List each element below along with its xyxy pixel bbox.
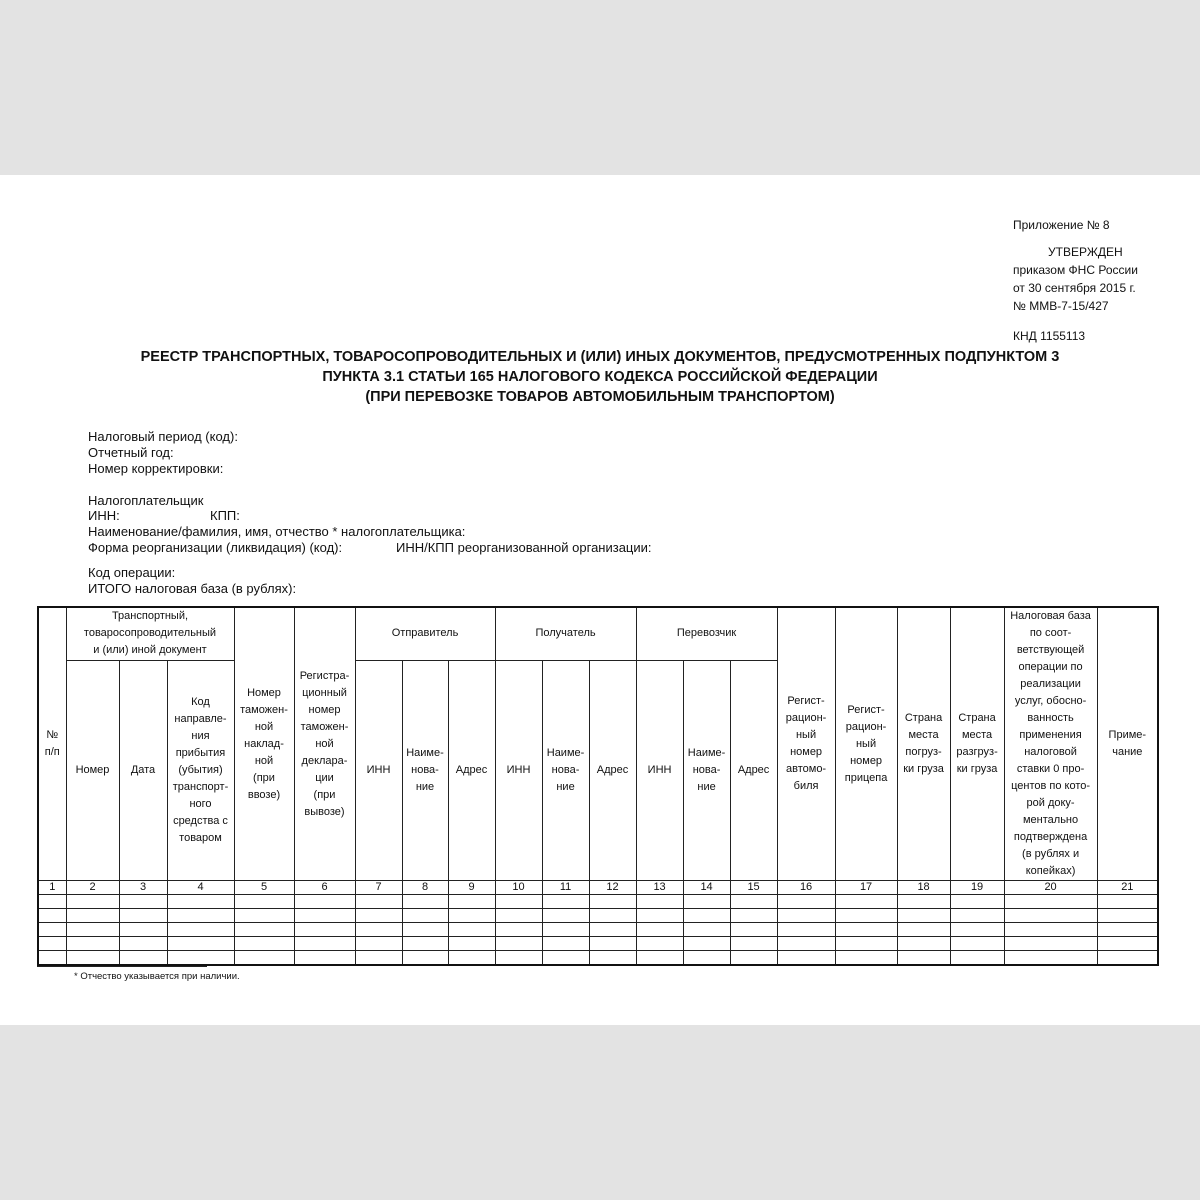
column-number: 8 xyxy=(402,881,448,895)
column-number: 15 xyxy=(730,881,777,895)
table-row xyxy=(38,951,1158,966)
column-number: 2 xyxy=(66,881,119,895)
column-number: 11 xyxy=(542,881,589,895)
taxpayer-name-label: Наименование/фамилия, имя, отчество * налогоплательщика: xyxy=(88,524,466,539)
order-line-2: от 30 сентября 2015 г. xyxy=(1013,281,1136,295)
column-number: 21 xyxy=(1097,881,1158,895)
column-number: 10 xyxy=(495,881,542,895)
carrier-inn-header: ИНН xyxy=(636,660,683,880)
column-number: 17 xyxy=(835,881,897,895)
approved-stamp: УТВЕРЖДЕН xyxy=(1048,245,1123,259)
tax-period-label: Налоговый период (код): xyxy=(88,429,238,444)
receiver-inn-header: ИНН xyxy=(495,660,542,880)
taxpayer-label: Налогоплательщик xyxy=(88,493,204,508)
receiver-group-header: Получатель xyxy=(495,607,636,660)
column-number: 16 xyxy=(777,881,835,895)
customs-invoice-number-header: Номер таможен- ной наклад- ной (при ввозе) xyxy=(234,607,294,881)
order-line-3: № ММВ-7-15/427 xyxy=(1013,299,1109,313)
column-number: 7 xyxy=(355,881,402,895)
document-number-header: Номер xyxy=(66,660,119,880)
total-tax-base-label: ИТОГО налоговая база (в рублях): xyxy=(88,581,297,596)
column-number: 19 xyxy=(950,881,1004,895)
note-header: Приме- чание xyxy=(1097,607,1158,881)
column-number: 12 xyxy=(589,881,636,895)
order-line-1: приказом ФНС России xyxy=(1013,263,1138,277)
title-line-1: РЕЕСТР ТРАНСПОРТНЫХ, ТОВАРОСОПРОВОДИТЕЛЬНЫХ И (ИЛИ) ИНЫХ ДОКУМЕНТОВ, ПРЕДУСМОТРЕННЫХ ПОДПУНКТОМ 3 xyxy=(140,349,1060,365)
column-number: 3 xyxy=(119,881,167,895)
column-number: 13 xyxy=(636,881,683,895)
document-title xyxy=(90,347,1110,407)
tax-base-header: Налоговая база по соот- ветствующей операции по реализации услуг, обосно- ванность применения налоговой ставки 0 про- центов по кото- рой доку- ментально подтверждена (в рублях и копейках) xyxy=(1004,607,1097,881)
carrier-name-header: Наиме- нова- ние xyxy=(683,660,730,880)
col-row-number-header: № п/п xyxy=(38,607,66,881)
correction-number-label: Номер корректировки: xyxy=(88,461,224,476)
carrier-address-header: Адрес xyxy=(730,660,777,880)
direction-code-header: Код направле- ния прибытия (убытия) транспорт- ного средства с товаром xyxy=(167,660,234,880)
column-number: 14 xyxy=(683,881,730,895)
column-number: 18 xyxy=(897,881,950,895)
title-line-3: (ПРИ ПЕРЕВОЗКЕ ТОВАРОВ АВТОМОБИЛЬНЫМ ТРАНСПОРТОМ) xyxy=(365,389,835,405)
kpp-label: КПП: xyxy=(210,508,240,523)
knd-code: КНД 1155113 xyxy=(1013,329,1086,343)
receiver-name-header: Наиме- нова- ние xyxy=(542,660,589,880)
inn-label: ИНН: xyxy=(88,508,120,523)
footnote-divider xyxy=(37,966,207,967)
column-number: 1 xyxy=(38,881,66,895)
reorganized-inn-kpp-label: ИНН/КПП реорганизованной организации: xyxy=(396,540,652,555)
register-table xyxy=(37,606,1159,966)
transport-document-group-header: Транспортный, товаросопроводительный и (или) иной документ xyxy=(66,607,234,660)
vehicle-registration-header: Регист- рацион- ный номер автомо- биля xyxy=(777,607,835,881)
column-number: 9 xyxy=(448,881,495,895)
unloading-country-header: Страна места разгруз- ки груза xyxy=(950,607,1004,881)
column-number: 20 xyxy=(1004,881,1097,895)
operation-code-label: Код операции: xyxy=(88,565,176,580)
loading-country-header: Страна места погруз- ки груза xyxy=(897,607,950,881)
column-number: 4 xyxy=(167,881,234,895)
appendix-number: Приложение № 8 xyxy=(1013,218,1110,232)
column-number-row xyxy=(38,881,1158,895)
sender-address-header: Адрес xyxy=(448,660,495,880)
document-page xyxy=(0,175,1200,1025)
footnote: * Отчество указывается при наличии. xyxy=(74,971,240,982)
column-number: 5 xyxy=(234,881,294,895)
sender-group-header: Отправитель xyxy=(355,607,495,660)
customs-declaration-number-header: Регистра- ционный номер таможен- ной деклара- ции (при вывозе) xyxy=(294,607,355,881)
table-row xyxy=(38,909,1158,923)
table-row xyxy=(38,937,1158,951)
sender-inn-header: ИНН xyxy=(355,660,402,880)
table-row xyxy=(38,895,1158,909)
sender-name-header: Наиме- нова- ние xyxy=(402,660,448,880)
document-date-header: Дата xyxy=(119,660,167,880)
title-line-2: ПУНКТА 3.1 СТАТЬИ 165 НАЛОГОВОГО КОДЕКСА РОССИЙСКОЙ ФЕДЕРАЦИИ xyxy=(322,369,878,385)
carrier-group-header: Перевозчик xyxy=(636,607,777,660)
header-row-groups xyxy=(38,607,1158,660)
column-number: 6 xyxy=(294,881,355,895)
reorganization-form-label: Форма реорганизации (ликвидация) (код): xyxy=(88,540,343,555)
receiver-address-header: Адрес xyxy=(589,660,636,880)
trailer-registration-header: Регист- рацион- ный номер прицепа xyxy=(835,607,897,881)
table-row xyxy=(38,923,1158,937)
report-year-label: Отчетный год: xyxy=(88,445,174,460)
